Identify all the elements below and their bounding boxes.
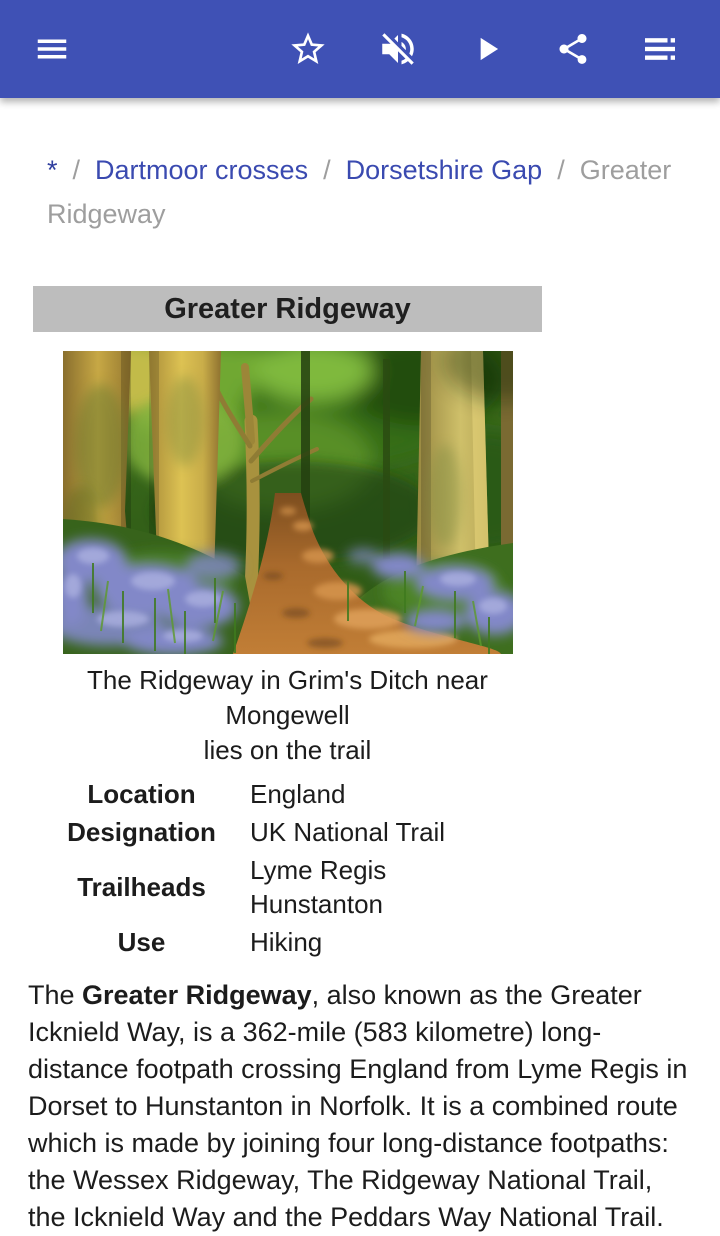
infobox-label-use: Use — [117, 927, 166, 958]
infobox-label-designation: Designation — [67, 817, 216, 848]
infobox-table — [33, 775, 542, 961]
breadcrumb-separator: / — [557, 155, 565, 185]
trailhead-end: Hunstanton — [250, 889, 383, 920]
favorite-star-icon[interactable] — [288, 29, 328, 69]
table-row — [33, 923, 542, 961]
app-bar — [0, 0, 720, 98]
menu-icon[interactable] — [33, 30, 71, 68]
list-toc-icon[interactable] — [640, 29, 680, 69]
paragraph-post: , also known as the Greater Icknield Way, is a 362-mile (583 kilometre) long-distance footpath crossing England from Lyme Regis in Dorset to Hunstanton in Norfolk. It is a combined route which is made by joining four long-distance footpaths: the Wessex Ridgeway, The Ridgeway National Trail, the Icknield Way and the Peddars Way National Trail. — [28, 980, 688, 1233]
infobox-label-trailheads: Trailheads — [77, 872, 206, 903]
article-image-wrap — [33, 351, 542, 654]
article-infobox — [33, 286, 542, 961]
infobox-value-location: England — [250, 779, 346, 810]
article-paragraph — [28, 977, 696, 1236]
breadcrumb-link-dartmoor-crosses[interactable]: Dartmoor crosses — [95, 155, 309, 185]
article-image[interactable] — [63, 351, 513, 654]
breadcrumb-separator: / — [323, 155, 331, 185]
table-row — [33, 813, 542, 851]
infobox-value-designation: UK National Trail — [250, 817, 446, 848]
breadcrumb-home-link[interactable]: * — [47, 155, 58, 185]
image-caption — [33, 663, 542, 768]
appbar-actions — [288, 28, 680, 70]
paragraph-pre: The — [28, 980, 83, 1011]
table-row — [33, 851, 542, 923]
share-icon[interactable] — [555, 31, 591, 67]
breadcrumb-separator: / — [72, 155, 81, 185]
image-caption-line-2: lies on the trail — [203, 735, 372, 766]
volume-off-icon[interactable] — [377, 28, 419, 70]
infobox-label-location: Location — [87, 779, 196, 810]
breadcrumb-link-dorsetshire-gap[interactable]: Dorsetshire Gap — [345, 155, 543, 185]
infobox-value-trailheads — [250, 853, 542, 921]
breadcrumb — [47, 148, 690, 236]
paragraph-bold-term: Greater Ridgeway — [82, 980, 312, 1011]
image-caption-line-1: The Ridgeway in Grim's Ditch near Mongewell — [87, 665, 488, 731]
breadcrumb-current-page: Greater Ridgeway — [47, 155, 672, 229]
page-title: Greater Ridgeway — [33, 286, 542, 332]
table-row — [33, 775, 542, 813]
play-icon[interactable] — [468, 30, 506, 68]
infobox-value-use: Hiking — [250, 927, 323, 958]
trailhead-start: Lyme Regis — [250, 855, 387, 886]
